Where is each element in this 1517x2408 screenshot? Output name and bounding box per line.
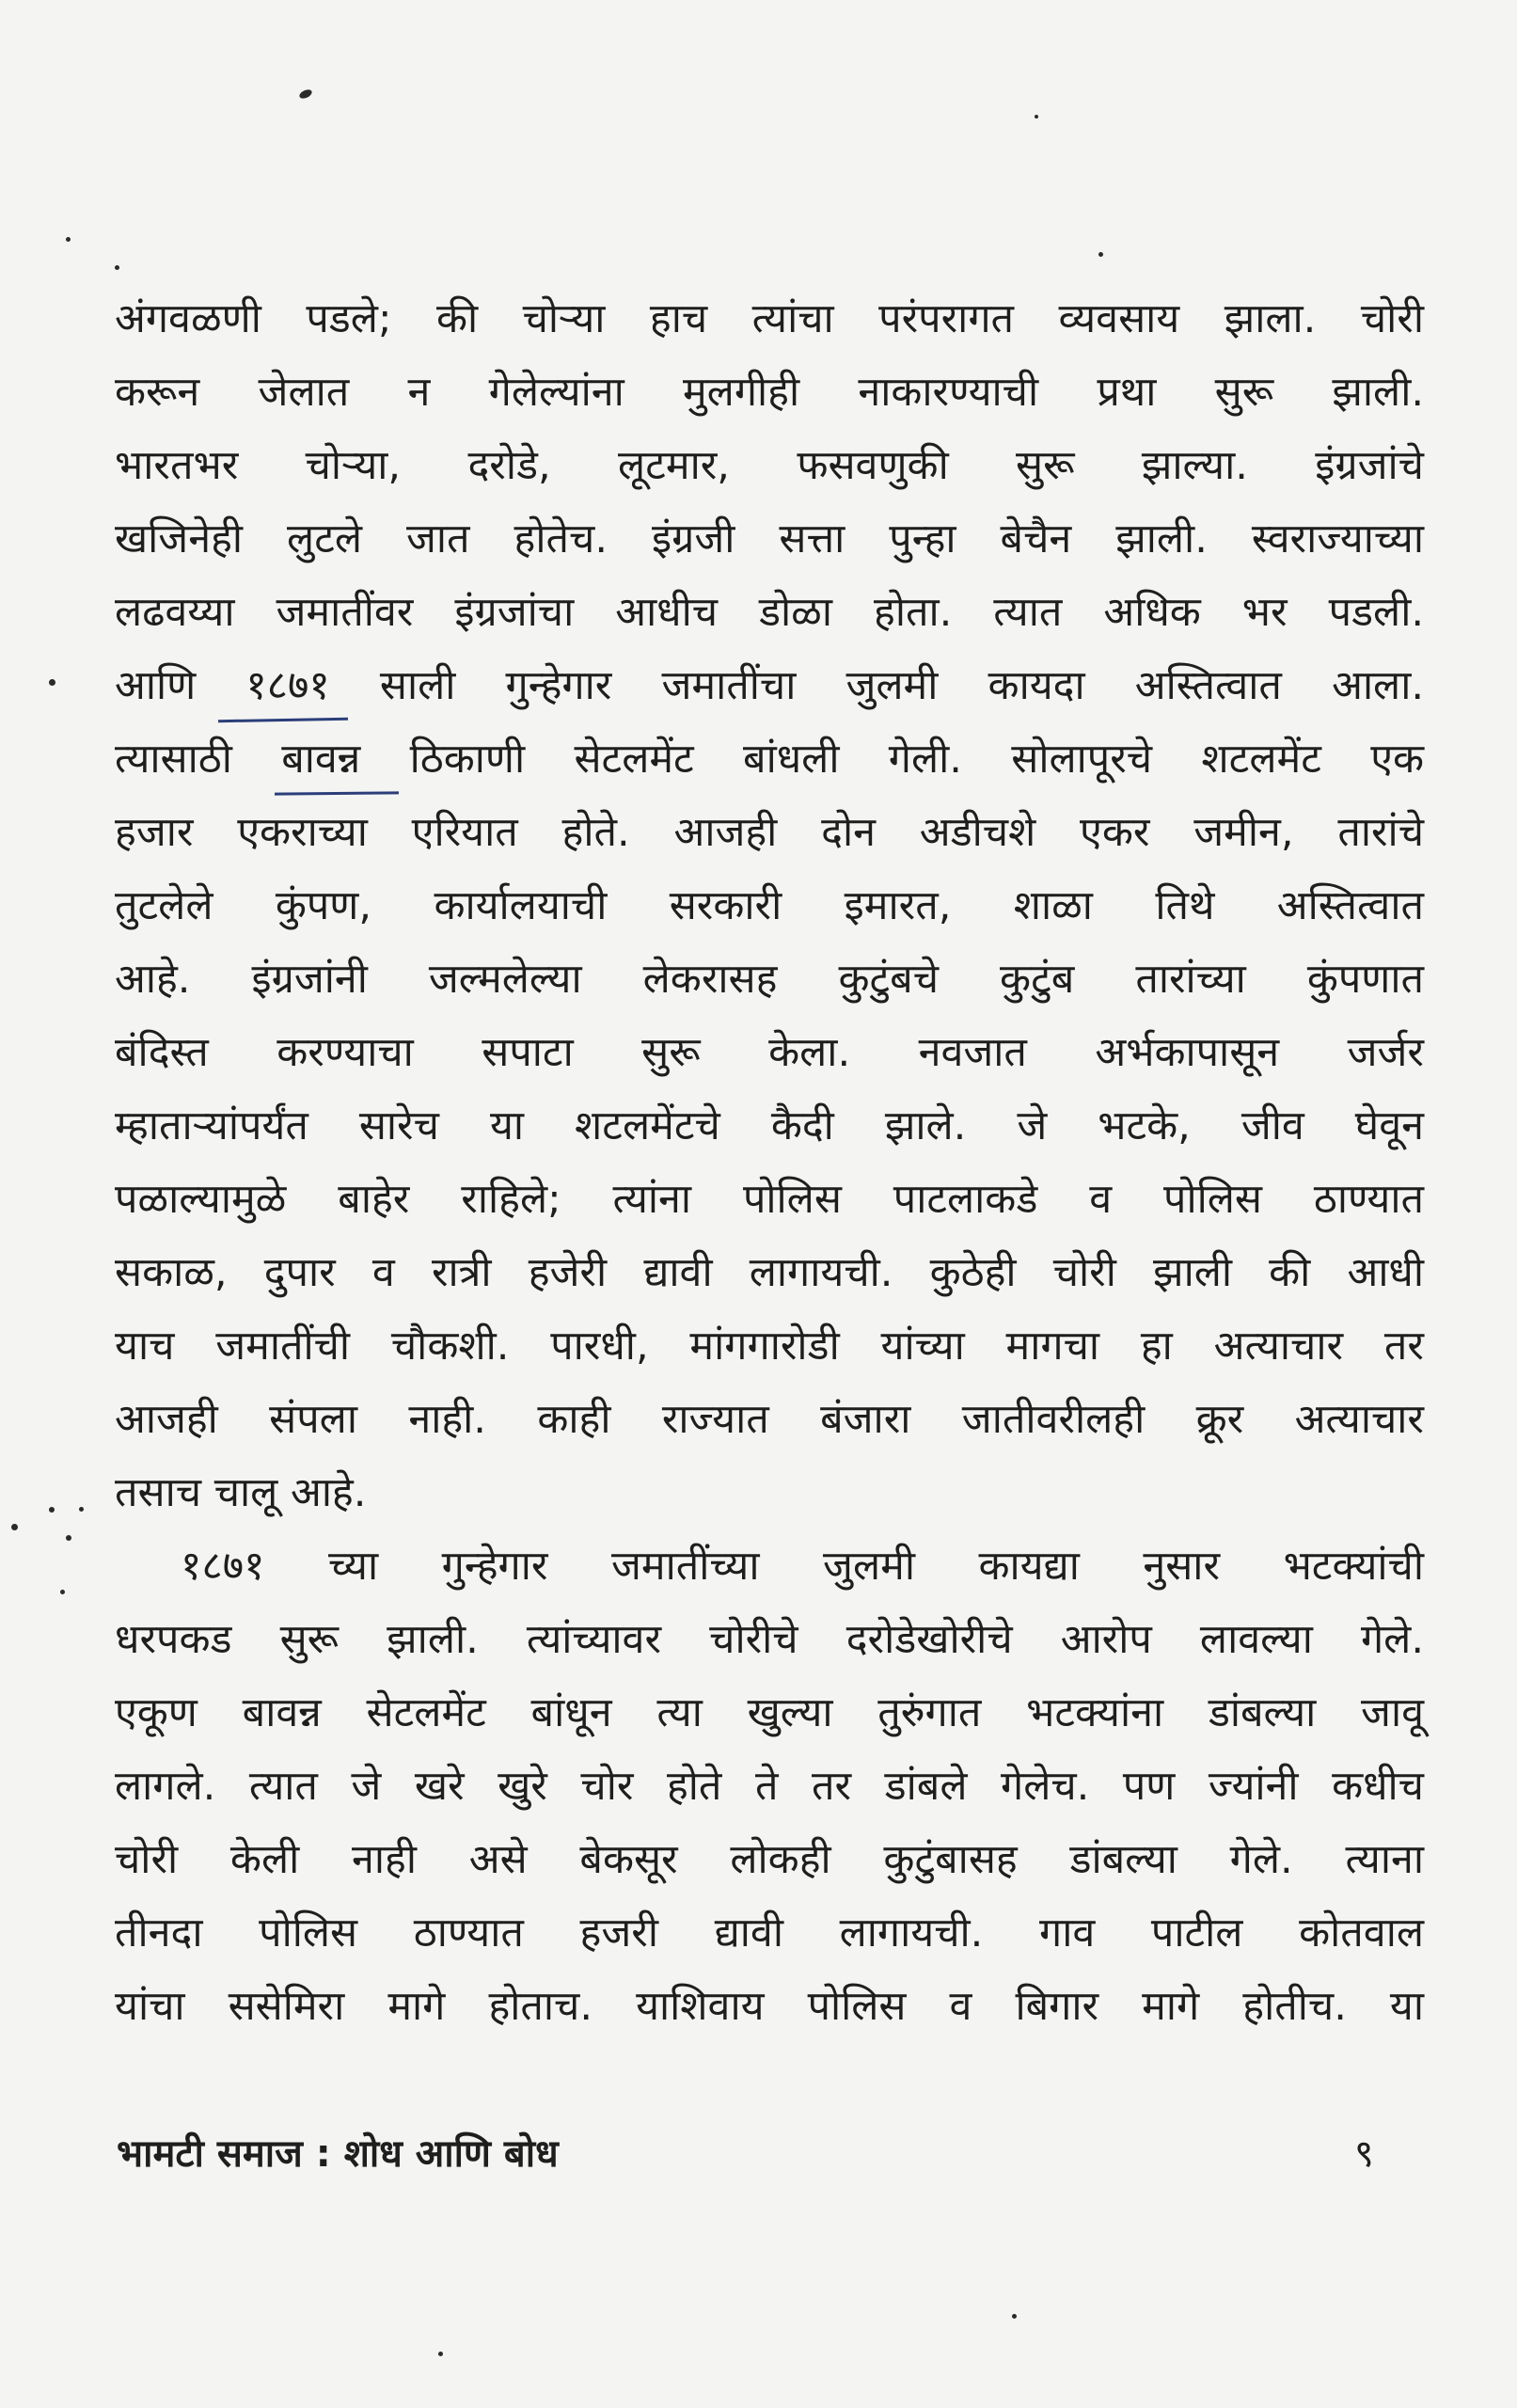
text-line: खजिनेही लुटले जात होतेच. इंग्रजी सत्ता पुन्हा बेचैन झाली. स्वराज्याच्या: [115, 515, 1424, 562]
scan-speck: [49, 679, 55, 686]
text-line: अंगवळणी पडले; की चोऱ्या हाच त्यांचा परंपरागत व्यवसाय झाला. चोरी: [115, 295, 1424, 342]
text-line: हजार एकराच्या एरियात होते. आजही दोन अडीचशे एकर जमीन, तारांचे: [115, 809, 1424, 856]
text-line: एकूण बावन्न सेटलमेंट बांधून त्या खुल्या तुरुंगात भटक्यांना डांबल्या जावू: [115, 1689, 1424, 1736]
text-line: लागले. त्यात जे खरे खुरे चोर होते ते तर डांबले गेलेच. पण ज्यांनी कधीच: [115, 1763, 1424, 1810]
scan-speck: [49, 1507, 55, 1513]
text-line: यांचा ससेमिरा मागे होताच. याशिवाय पोलिस व बिगार मागे होतीच. या: [115, 1983, 1424, 2030]
text-line: चोरी केली नाही असे बेकसूर लोकही कुटुंबासह डांबल्या गेले. त्याना: [115, 1836, 1424, 1883]
scan-speck: [11, 1524, 18, 1530]
scan-speck: [66, 1535, 71, 1541]
scan-speck: [298, 87, 313, 100]
text-line: आहे. इंग्रजांनी जल्मलेल्या लेकरासह कुटुंबचे कुटुंब तारांच्या कुंपणात: [115, 956, 1424, 1003]
text-line: बंदिस्त करण्याचा सपाटा सुरू केला. नवजात अर्भकापासून जर्जर: [115, 1029, 1424, 1076]
text-line: लढवय्या जमातींवर इंग्रजांचा आधीच डोळा होता. त्यात अधिक भर पडली.: [115, 589, 1424, 636]
scan-speck: [79, 1507, 84, 1512]
running-footer-title: भामटी समाज : शोध आणि बोध: [117, 2132, 559, 2176]
scan-speck: [1035, 115, 1038, 119]
text-line: भारतभर चोऱ्या, दरोडे, लूटमार, फसवणुकी सुरू झाल्या. इंग्रजांचे: [115, 442, 1424, 489]
text-line: १८७१ च्या गुन्हेगार जमातींच्या जुलमी कायद्या नुसार भटक्यांची: [181, 1543, 1424, 1590]
body-text: [115, 282, 1424, 2043]
text-line: पळाल्यामुळे बाहेर राहिले; त्यांना पोलिस पाटलाकडे व पोलिस ठाण्यात: [115, 1176, 1424, 1223]
text-line: सकाळ, दुपार व रात्री हजेरी द्यावी लागायची. कुठेही चोरी झाली की आधी: [115, 1249, 1424, 1296]
scan-speck: [115, 265, 119, 270]
text-line: तीनदा पोलिस ठाण्यात हजरी द्यावी लागायची. गाव पाटील कोतवाल: [115, 1909, 1424, 1956]
page-number: ९: [1354, 2132, 1374, 2176]
text-line: याच जमातींची चौकशी. पारधी, मांगगारोडी यांच्या मागचा हा अत्याचार तर: [115, 1323, 1424, 1370]
text-line: म्हाताऱ्यांपर्यंत सारेच या शटलमेंटचे कैदी झाले. जे भटके, जीव घेवून: [115, 1102, 1424, 1149]
scan-speck: [1098, 252, 1103, 257]
text-line: त्यासाठी बावन्न ठिकाणी सेटलमेंट बांधली गेली. सोलापूरचे शटलमेंट एक: [115, 736, 1424, 783]
text-line: तुटलेले कुंपण, कार्यालयाची सरकारी इमारत, शाळा तिथे अस्तित्वात: [115, 882, 1424, 929]
scan-speck: [1012, 2314, 1017, 2319]
scan-speck: [438, 2352, 443, 2356]
text-line: करून जेलात न गेलेल्यांना मुलगीही नाकारण्याची प्रथा सुरू झाली.: [115, 369, 1424, 416]
scan-speck: [60, 1590, 65, 1594]
scan-speck: [66, 237, 71, 242]
text-line: आजही संपला नाही. काही राज्यात बंजारा जातीवरीलही क्रूर अत्याचार: [115, 1396, 1424, 1443]
text-line: आणि १८७१ साली गुन्हेगार जमातींचा जुलमी कायदा अस्तित्वात आला.: [115, 662, 1424, 709]
text-line: धरपकड सुरू झाली. त्यांच्यावर चोरीचे दरोडेखोरीचे आरोप लावल्या गेले.: [115, 1616, 1424, 1663]
text-line: तसाच चालू आहे.: [115, 1469, 367, 1516]
